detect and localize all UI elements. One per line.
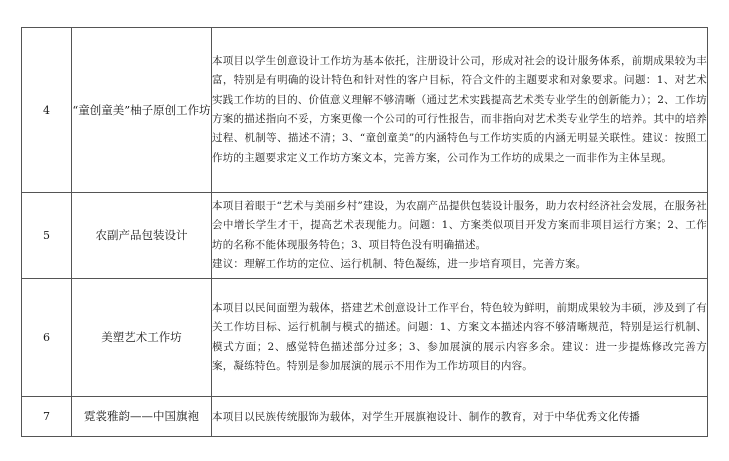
table-row bbox=[22, 279, 708, 397]
review-suggestion-text: 建议：理解工作坊的定位、运行机制、特色凝练，进一步培育项目，完善方案。 bbox=[212, 257, 587, 270]
project-name: 农副产品包装设计 bbox=[72, 193, 212, 279]
row-number: 4 bbox=[22, 28, 72, 193]
review-comment-text: 本项目着眼于“艺术与美丽乡村”建设，为农副产品提供包装设计服务，助力农村经济社会发展，在服务社会中增长学生才干，提高艺术表现能力。问题：1、方案类似项目开发方案而非项目运行方案；2、工作坊的名称不能体现服务特色；3、项目特色没有明确描述。 bbox=[212, 199, 707, 251]
review-comment: 本项目以民间面塑为载体，搭建艺术创意设计工作平台，特色较为鲜明，前期成果较为丰硕，涉及到了有关工作坊目标、运行机制与模式的描述。问题：1、方案文本描述内容不够清晰规范，特别是运行机制、模式方面；2、感觉特色描述部分过多；3、参加展演的展示内容多余。建议：进一步提炼修改完善方案，凝练特色。特别是参加展演的展示不用作为工作坊项目的内容。 bbox=[212, 279, 708, 397]
row-number: 7 bbox=[22, 397, 72, 437]
review-comment bbox=[212, 397, 708, 437]
project-name: 美塑艺术工作坊 bbox=[72, 279, 212, 397]
table-row bbox=[22, 28, 708, 193]
project-name: 霓裳雅韵——中国旗袍 bbox=[72, 397, 212, 437]
review-comment bbox=[212, 193, 708, 279]
table-row bbox=[22, 397, 708, 437]
table-row bbox=[22, 193, 708, 279]
project-name: “童创童美”柚子原创工作坊 bbox=[72, 28, 212, 193]
row-number: 6 bbox=[22, 279, 72, 397]
review-comment-text: 本项目以民族传统服饰为载体，对学生开展旗袍设计、制作的教育，对于中华优秀文化传播 bbox=[212, 411, 640, 423]
project-review-table bbox=[21, 27, 708, 437]
review-comment: 本项目以学生创意设计工作坊为基本依托，注册设计公司，形成对社会的设计服务体系，前期成果较为丰富，特别是有明确的设计特色和针对性的客户目标，符合文件的主题要求和对象要求。问题：1、对艺术实践工作坊的目的、价值意义理解不够清晰（通过艺术实践提高艺术类专业学生的创新能力）；2、工作坊方案的描述指向不妥，方案更像一个公司的可行性报告，而非指向对艺术类专业学生的培养。其中的培养过程、机制等、描述不清；3、“童创童美”的内涵特色与工作坊实质的内涵无明显关联性。建议：按照工作坊的主题要求定义工作坊方案文本，完善方案，公司作为工作坊的成果之一而非作为主体呈现。 bbox=[212, 28, 708, 193]
row-number: 5 bbox=[22, 193, 72, 279]
